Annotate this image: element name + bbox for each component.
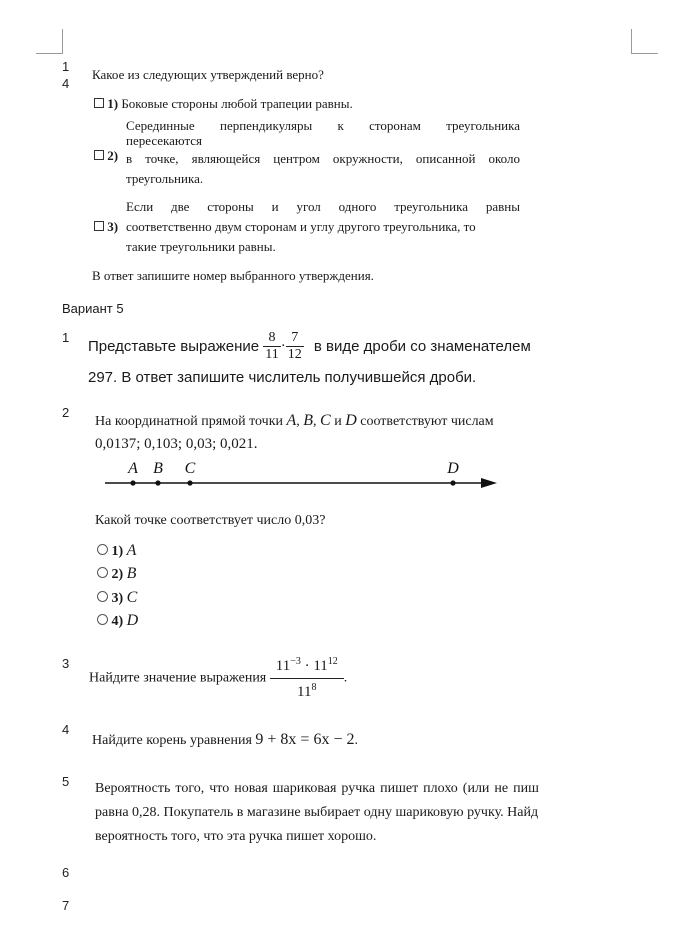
point-b-marker — [155, 480, 160, 485]
point-b-label: B — [303, 412, 314, 429]
point-b-tick-label: B — [153, 460, 163, 477]
q14-option-3-text-line3: такие треугольники равны. — [126, 239, 276, 254]
comma: , — [296, 414, 300, 429]
option-label: 3) — [111, 591, 124, 606]
denominator: 12 — [287, 347, 302, 362]
point-d-tick-label: D — [447, 460, 459, 477]
q5-line: Вероятность того, что новая шариковая ручка пишет плохо (или не пиш — [95, 781, 539, 796]
q5-text — [95, 777, 622, 849]
q4-equation: 9 + 8x = 6x − 2 — [255, 731, 355, 748]
q4-prompt: Найдите корень уравнения — [92, 733, 252, 748]
comma: , — [313, 414, 317, 429]
crop-mark-top-right — [631, 29, 658, 54]
option-text-line: пересекаются — [126, 133, 203, 148]
question-number-3: 3 — [62, 656, 70, 671]
q2-question: Какой точке соответствует число 0,03? — [95, 513, 326, 528]
multiply-dot: · — [304, 658, 310, 674]
question-number-2: 2 — [62, 405, 70, 420]
exponent: 8 — [311, 682, 317, 693]
option-label: 3) — [107, 219, 119, 234]
q2-text-start: На координатной прямой точки — [95, 414, 283, 429]
base: 11 — [313, 658, 328, 674]
fraction — [263, 330, 280, 363]
radio-button[interactable] — [97, 614, 108, 625]
q3-prompt: Найдите значение выражения — [89, 670, 267, 686]
q1-text-line1 — [88, 330, 531, 363]
q2-option-2[interactable] — [97, 565, 138, 589]
exponent: −3 — [290, 656, 301, 667]
question-number-4: 4 — [62, 722, 70, 737]
q2-option-3[interactable] — [97, 589, 138, 612]
option-text: Боковые стороны любой трапеции равны. — [121, 96, 353, 111]
q5-line: вероятность того, что эта ручка пишет хорошо. — [95, 829, 377, 844]
option-text-line: треугольника. — [126, 171, 204, 186]
base: 11 — [275, 658, 291, 674]
crop-mark-top-left — [36, 29, 63, 54]
q2-text-line2: 0,0137; 0,103; 0,03; 0,021. — [95, 436, 258, 452]
q2-option-1[interactable] — [97, 542, 138, 565]
option-value: B — [126, 565, 137, 582]
question-number-7: 7 — [62, 898, 70, 913]
numerator — [270, 656, 344, 679]
q14-prompt: Какое из следующих утверждений верно? — [92, 67, 324, 82]
option-label: 1) — [107, 96, 119, 111]
q14-option-2-checkbox[interactable] — [94, 148, 118, 164]
option-text-line: в точке, являющейся центром окружности, описанной около — [126, 151, 520, 166]
q3-text — [89, 656, 347, 701]
point-c-label: C — [320, 412, 331, 429]
option-value: C — [126, 589, 138, 606]
option-label: 4) — [111, 614, 124, 629]
q14-option-1[interactable] — [94, 96, 353, 112]
numerator: 8 — [263, 330, 280, 347]
q14-option-2-text — [126, 116, 520, 189]
option-text-line: Серединные перпендикуляры к сторонам треугольника — [126, 118, 520, 133]
radio-button[interactable] — [97, 567, 108, 578]
q2-text-end: соответствуют числам — [360, 414, 494, 429]
question-number-6: 6 — [62, 865, 70, 880]
denominator — [270, 679, 344, 701]
question-number-1: 1 — [62, 330, 70, 345]
denominator: 11 — [265, 347, 279, 362]
q14-instruction: В ответ запишите номер выбранного утверждения. — [92, 268, 374, 283]
q14-option-3-text-line1: Если две стороны и угол одного треугольника равны — [126, 199, 520, 214]
numerator: 7 — [286, 330, 304, 347]
q1-text-after: в виде дроби со знаменателем — [313, 338, 531, 355]
option-value: A — [126, 542, 137, 559]
q14-option-3-text-line2: соответственно двум сторонам и углу другого треугольника, то — [126, 219, 476, 234]
base: 11 — [297, 684, 312, 700]
q3-fraction — [270, 656, 344, 701]
q4-text — [92, 731, 358, 749]
point-d-marker — [450, 480, 455, 485]
question-number-14-top: 1 — [62, 59, 70, 74]
q5-line: равна 0,28. Покупатель в магазине выбирает одну шариковую ручку. Найд — [95, 805, 539, 820]
q2-options — [97, 542, 138, 635]
variant-title: Вариант 5 — [62, 301, 124, 316]
q1-text-line2: 297. В ответ запишите числитель получившейся дроби. — [88, 369, 477, 386]
axis-arrow — [481, 478, 497, 488]
fraction — [286, 330, 304, 363]
question-number-5: 5 — [62, 774, 70, 789]
checkbox[interactable] — [94, 150, 104, 160]
option-label: 2) — [107, 148, 119, 163]
point-c-marker — [187, 480, 192, 485]
option-label: 1) — [111, 544, 124, 559]
point-d-label: D — [345, 412, 357, 429]
checkbox[interactable] — [94, 221, 104, 231]
multiply-dot: · — [280, 338, 286, 354]
period: . — [343, 670, 348, 686]
option-label: 2) — [111, 567, 124, 582]
radio-button[interactable] — [97, 591, 108, 602]
exponent: 12 — [327, 656, 338, 667]
number-line — [100, 456, 504, 492]
q14-option-3-checkbox[interactable] — [94, 219, 118, 235]
option-value: D — [126, 612, 139, 629]
point-a-label: A — [286, 412, 297, 429]
point-a-marker — [130, 480, 135, 485]
radio-button[interactable] — [97, 544, 108, 555]
period: . — [354, 733, 358, 748]
checkbox[interactable] — [94, 98, 104, 108]
question-number-14-bottom: 4 — [62, 76, 70, 91]
q1-text-before: Представьте выражение — [88, 338, 260, 355]
point-c-tick-label: C — [184, 460, 196, 477]
q2-text-line1 — [95, 412, 494, 430]
q2-option-4[interactable] — [97, 612, 138, 635]
conjunction: и — [334, 414, 342, 429]
point-a-tick-label: A — [128, 460, 138, 477]
